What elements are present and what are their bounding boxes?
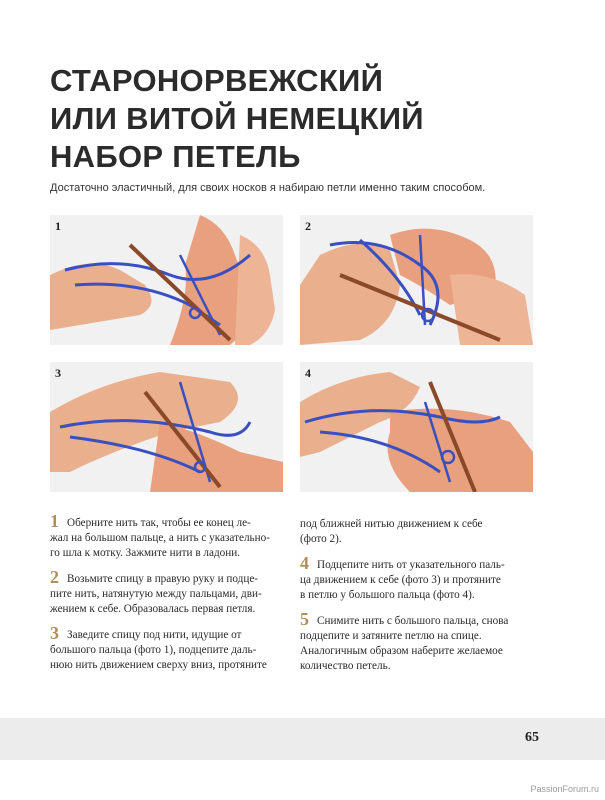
hands-yarn-illustration-2	[300, 215, 533, 345]
photo-1	[50, 215, 283, 345]
step-number: 5	[300, 609, 309, 629]
step-line: Оберните нить так, чтобы ее конец ле-	[67, 517, 251, 529]
step-line: большого пальца (фото 1), подцепите даль-	[50, 644, 257, 656]
photo-3	[50, 362, 283, 492]
step-3-continued	[300, 517, 542, 547]
step-line: под ближней нитью движением к себе	[300, 518, 483, 530]
photo-number: 3	[55, 366, 61, 380]
step-2	[50, 567, 292, 617]
page-number: 65	[525, 730, 539, 745]
step-line: пите нить, натянутую между пальцами, дви-	[50, 588, 262, 600]
title-line-1: СТАРОНОРВЕЖСКИЙ	[50, 63, 384, 98]
photo-number: 4	[305, 366, 311, 380]
watermark: PassionForum.ru	[530, 784, 599, 794]
step-number: 3	[50, 623, 59, 643]
step-number: 4	[300, 553, 309, 573]
instructions-left-column	[50, 511, 292, 682]
step-line: количество петель.	[300, 660, 391, 672]
photo-4	[300, 362, 533, 492]
step-number: 2	[50, 567, 59, 587]
photo-number: 1	[55, 219, 61, 233]
step-line: Подцепите нить от указательного паль-	[317, 559, 505, 571]
step-line: Возьмите спицу в правую руку и подце-	[67, 573, 259, 585]
step-line: жал на большом пальце, а нить с указательно-	[50, 532, 270, 544]
hands-yarn-illustration-1	[50, 215, 283, 345]
photo-2	[300, 215, 533, 345]
step-line: Снимите нить с большого пальца, снова	[317, 615, 509, 627]
step-line: нюю нить движением сверху вниз, протяните	[50, 659, 267, 671]
hands-yarn-illustration-3	[50, 362, 283, 492]
footer-band	[0, 718, 605, 760]
title-line-3: НАБОР ПЕТЕЛЬ	[50, 139, 301, 174]
step-line: жением к себе. Образовалась первая петля.	[50, 603, 256, 615]
step-line: подцепите и затяните петлю на спице.	[300, 630, 482, 642]
step-line: го шла к мотку. Зажмите нити в ладони.	[50, 547, 240, 559]
step-line: Заведите спицу под нити, идущие от	[67, 629, 242, 641]
step-number: 1	[50, 511, 59, 531]
photo-number: 2	[305, 219, 311, 233]
page-title	[50, 62, 530, 176]
instructions-right-column	[300, 517, 542, 683]
step-line: (фото 2).	[300, 533, 342, 545]
intro-text: Достаточно эластичный, для своих носков я набираю петли именно таким способом.	[50, 182, 486, 194]
step-3	[50, 623, 292, 673]
step-5	[300, 609, 542, 674]
step-4	[300, 553, 542, 603]
step-line: в петлю у большого пальца (фото 4).	[300, 589, 475, 601]
title-line-2: ИЛИ ВИТОЙ НЕМЕЦКИЙ	[50, 101, 424, 136]
step-line: Аналогичным образом наберите желаемое	[300, 645, 503, 657]
hands-yarn-illustration-4	[300, 362, 533, 492]
step-line: ца движением к себе (фото 3) и протяните	[300, 574, 501, 586]
step-1	[50, 511, 292, 561]
